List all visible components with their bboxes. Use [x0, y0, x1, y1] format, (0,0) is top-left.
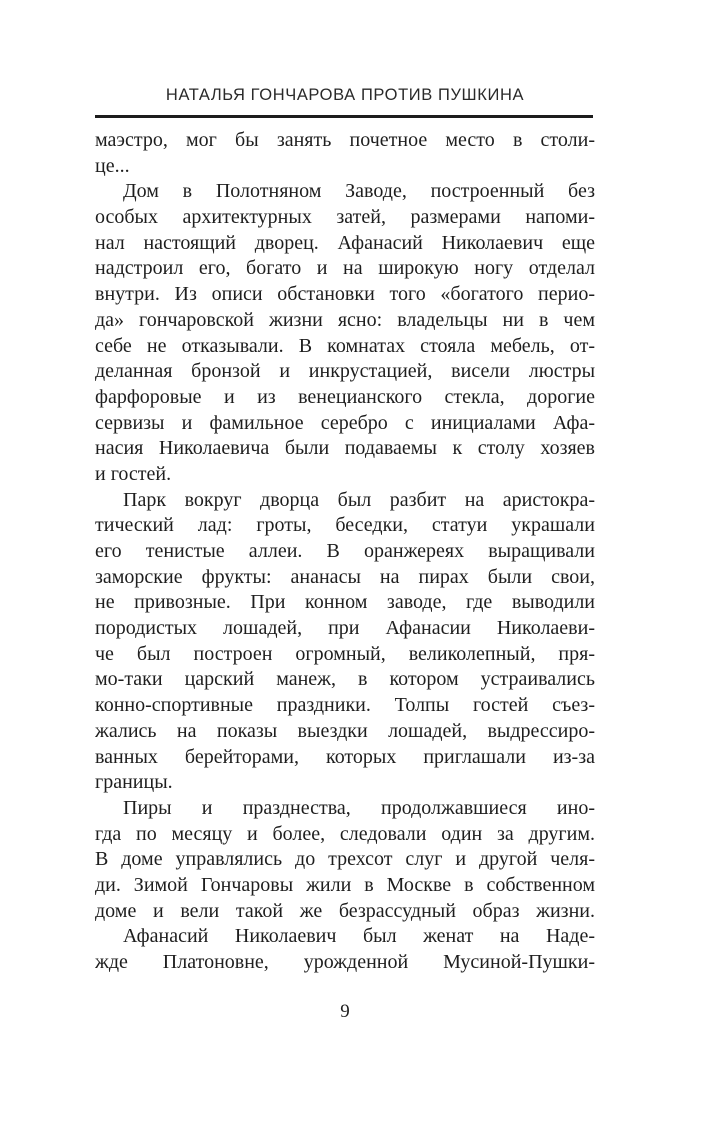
text-line: себе не отказывали. В комнатах стояла мебель, от- — [95, 334, 595, 357]
text-line: В доме управлялись до трехсот слуг и другой челя- — [95, 848, 595, 871]
text-line: надстроил его, богато и на широкую ногу отделал — [95, 257, 595, 280]
text-line: Дом в Полотняном Заводе, построенный без — [123, 180, 595, 203]
text-line: че был построен огромный, великолепный, пря- — [95, 642, 595, 665]
text-line: не привозные. При конном заводе, где выводили — [95, 591, 595, 614]
text-line: ванных берейторами, которых приглашали из-за — [95, 745, 595, 768]
text-line: породистых лошадей, при Афанасии Николаеви- — [95, 617, 595, 640]
text-line: конно-спортивные праздники. Толпы гостей съез- — [95, 694, 595, 717]
text-line: Пиры и празднества, продолжавшиеся ино- — [123, 796, 595, 819]
text-line: насия Николаевича были подаваемы к столу хозяев — [95, 437, 595, 460]
text-line: особых архитектурных затей, размерами напоми- — [95, 206, 595, 229]
text-line: гда по месяцу и более, следовали один за другим. — [95, 822, 595, 845]
text-line: доме и вели такой же безрассудный образ жизни. — [95, 899, 595, 922]
text-line: нал настоящий дворец. Афанасий Николаевич еще — [95, 231, 595, 254]
text-line: да» гончаровской жизни ясно: владельцы ни в чем — [95, 308, 595, 331]
text-line: мо-таки царский манеж, в котором устраивались — [95, 668, 595, 691]
page-number: 9 — [340, 1001, 350, 1022]
text-line: ди. Зимой Гончаровы жили в Москве в собственном — [95, 873, 595, 896]
text-line: маэстро, мог бы занять почетное место в столи- — [95, 129, 595, 151]
text-line: внутри. Из описи обстановки того «богатого перио- — [95, 283, 595, 306]
text-line: границы. — [95, 771, 173, 794]
text-line: Парк вокруг дворца был разбит на аристокра- — [123, 488, 595, 511]
text-line: сервизы и фамильное серебро с инициалами Афа- — [95, 411, 595, 434]
header-rule — [95, 115, 593, 118]
text-line: и гостей. — [95, 462, 172, 485]
text-line: деланная бронзой и инкрустацией, висели люстры — [95, 360, 595, 383]
text-line: фарфоровые и из венецианского стекла, дорогие — [95, 385, 595, 408]
running-header: НАТАЛЬЯ ГОНЧАРОВА ПРОТИВ ПУШКИНА — [165, 86, 525, 104]
text-line: жде Платоновне, урожденной Мусиной-Пушки- — [95, 951, 595, 973]
text-line: его тенистые аллеи. В оранжереях выращивали — [95, 540, 595, 562]
text-line: Афанасий Николаевич был женат на Наде- — [123, 925, 595, 948]
text-line: заморские фрукты: ананасы на пирах были свои, — [95, 565, 595, 588]
text-block — [95, 128, 595, 976]
text-line: жались на показы выездки лошадей, выдрессиро- — [95, 719, 595, 742]
text-line: це... — [95, 154, 130, 177]
text-line: тический лад: гроты, беседки, статуи украшали — [95, 514, 595, 537]
